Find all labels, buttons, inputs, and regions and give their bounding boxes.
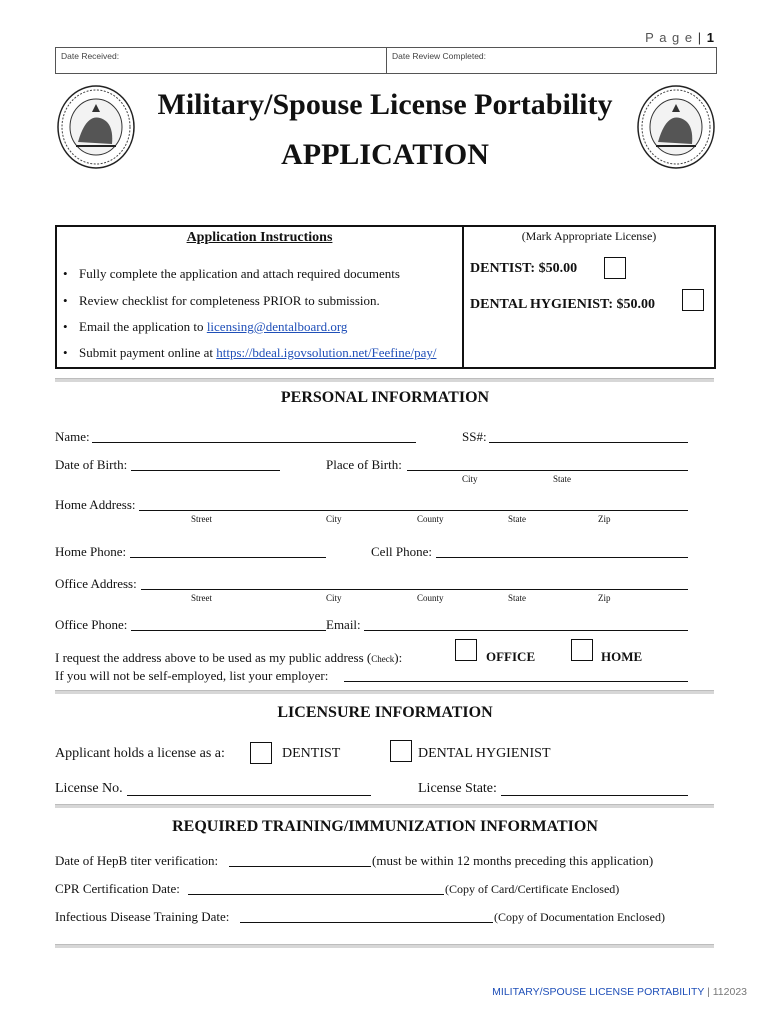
dob-label: Date of Birth: <box>55 457 128 472</box>
footer-title: MILITARY/SPOUSE LICENSE PORTABILITY <box>492 986 705 998</box>
public-address-pre: I request the address above to be used as my public address ( <box>55 650 372 665</box>
infectious-input[interactable] <box>240 922 493 923</box>
hygienist-fee-checkbox[interactable] <box>682 289 704 311</box>
name-label: Name: <box>55 429 90 444</box>
license-dentist-checkbox[interactable] <box>250 742 272 764</box>
cpr-label: CPR Certification Date: <box>55 881 180 896</box>
hygienist-fee-label: DENTAL HYGIENIST: $50.00 <box>470 297 656 312</box>
instructions-heading: Application Instructions <box>186 230 333 245</box>
instruction-text: Email the application to <box>79 319 207 334</box>
ss-input[interactable] <box>489 442 688 443</box>
license-hygienist-checkbox[interactable] <box>390 740 412 762</box>
form-subtitle: APPLICATION <box>281 138 489 171</box>
footer-code: | 112023 <box>707 986 747 998</box>
office-use-box <box>55 47 717 74</box>
instruction-item <box>79 345 436 361</box>
hepb-label: Date of HepB titer verification: <box>55 853 219 868</box>
date-review-field[interactable]: Date Review Completed: <box>392 51 487 61</box>
cell-phone-label: Cell Phone: <box>371 544 433 559</box>
instruction-item: • Fully complete the application and attach required documents <box>79 266 400 282</box>
home-state-hint: State <box>508 514 526 524</box>
license-state-label: License State: <box>418 781 497 796</box>
section-divider <box>55 690 714 694</box>
dentist-fee-checkbox[interactable] <box>604 257 626 279</box>
form-title: Military/Spouse License Portability <box>157 88 613 121</box>
license-state-input[interactable] <box>501 795 688 796</box>
ss-label: SS#: <box>462 429 487 444</box>
pob-state-hint: State <box>553 474 571 484</box>
section-divider <box>55 944 714 948</box>
page-number: 1 <box>706 30 715 45</box>
cell-phone-input[interactable] <box>436 557 688 558</box>
employer-label: If you will not be self-employed, list your employer: <box>55 668 329 683</box>
training-heading: REQUIRED TRAINING/IMMUNIZATION INFORMATION <box>172 818 598 835</box>
footer <box>492 986 747 998</box>
home-address-checkbox[interactable] <box>571 639 593 661</box>
instruction-item: • Review checklist for completeness PRIOR to submission. <box>79 293 380 309</box>
home-address-label: Home Address: <box>55 497 136 512</box>
hepb-note: (must be within 12 months preceding this application) <box>372 853 654 868</box>
home-street-hint: Street <box>191 514 212 524</box>
office-option-label: OFFICE <box>486 649 536 664</box>
email-input[interactable] <box>364 630 688 631</box>
office-phone-input[interactable] <box>131 630 326 631</box>
office-state-hint: State <box>508 593 526 603</box>
license-select-heading: (Mark Appropriate License) <box>521 229 657 243</box>
public-address-post: ): <box>394 650 403 665</box>
home-phone-input[interactable] <box>130 557 326 558</box>
license-no-label: License No. <box>55 781 123 796</box>
section-divider <box>55 378 714 382</box>
pob-city-hint: City <box>462 474 478 484</box>
license-dentist-label: DENTIST <box>282 746 341 761</box>
email-label: Email: <box>326 617 361 632</box>
license-holder-label: Applicant holds a license as a: <box>55 746 225 761</box>
dentist-fee-label: DENTIST: $50.00 <box>470 261 578 276</box>
infectious-label: Infectious Disease Training Date: <box>55 909 230 924</box>
office-phone-label: Office Phone: <box>55 617 128 632</box>
home-address-input[interactable] <box>139 510 688 511</box>
employer-input[interactable] <box>344 681 688 682</box>
home-zip-hint: Zip <box>598 514 611 524</box>
license-no-input[interactable] <box>127 795 371 796</box>
date-received-field[interactable]: Date Received: <box>61 51 120 61</box>
cpr-note: (Copy of Card/Certificate Enclosed) <box>445 882 620 896</box>
pob-label: Place of Birth: <box>326 457 402 472</box>
section-divider <box>55 804 714 808</box>
page-number-label: P a g e | 1 <box>645 30 715 45</box>
instruction-text: Submit payment online at <box>79 345 217 360</box>
hepb-input[interactable] <box>229 866 371 867</box>
office-city-hint: City <box>326 593 342 603</box>
license-hygienist-label: DENTAL HYGIENIST <box>418 746 551 761</box>
office-zip-hint: Zip <box>598 593 611 603</box>
instruction-item <box>79 319 347 335</box>
office-street-hint: Street <box>191 593 212 603</box>
pob-input[interactable] <box>407 470 688 471</box>
instructions-table <box>55 225 716 369</box>
home-city-hint: City <box>326 514 342 524</box>
licensure-heading: LICENSURE INFORMATION <box>277 704 493 721</box>
office-address-label: Office Address: <box>55 576 137 591</box>
public-address-label <box>55 650 402 666</box>
dob-input[interactable] <box>131 470 280 471</box>
infectious-note: (Copy of Documentation Enclosed) <box>494 910 665 924</box>
personal-info-heading: PERSONAL INFORMATION <box>280 389 490 406</box>
office-address-input[interactable] <box>141 589 688 590</box>
home-option-label: HOME <box>601 649 643 664</box>
payment-link[interactable]: https://bdeal.igovsolution.net/Feefine/pay/ <box>216 345 437 360</box>
email-link[interactable]: licensing@dentalboard.org <box>206 319 348 334</box>
office-address-checkbox[interactable] <box>455 639 477 661</box>
name-input[interactable] <box>92 442 416 443</box>
home-phone-label: Home Phone: <box>55 544 127 559</box>
office-county-hint: County <box>417 593 444 603</box>
public-address-check: Check <box>371 654 395 664</box>
home-county-hint: County <box>417 514 444 524</box>
cpr-input[interactable] <box>188 894 444 895</box>
page-label: P a g e <box>645 30 694 45</box>
